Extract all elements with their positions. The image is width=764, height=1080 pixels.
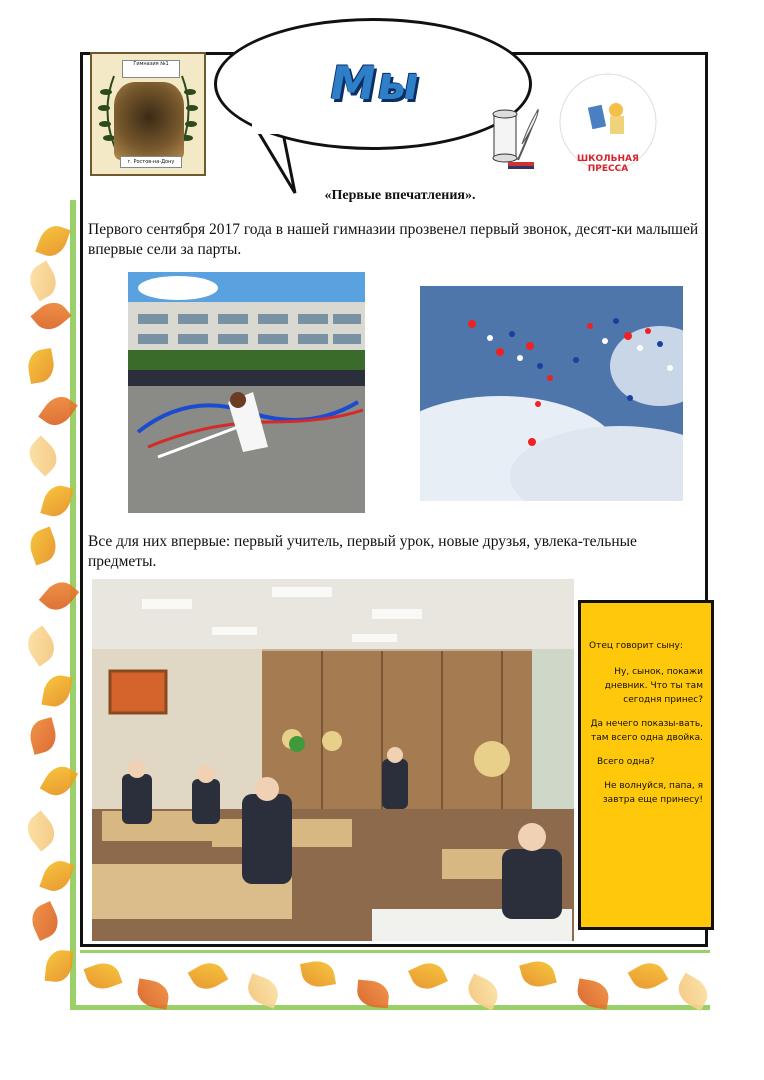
leaf-icon — [35, 222, 70, 261]
leaf-icon — [25, 527, 60, 566]
joke-line-3: Всего одна? — [597, 757, 655, 767]
balloons-photo — [420, 286, 683, 501]
leaf-icon — [519, 957, 557, 990]
joke-line-2: Да нечего показы-вать, там всего одна двойка. — [590, 719, 703, 743]
joke-sticky-note — [578, 600, 714, 930]
leaf-icon — [188, 957, 229, 996]
article-title: «Первые впечатления». — [324, 188, 476, 203]
leaf-icon — [408, 957, 448, 994]
leaf-icon — [41, 673, 72, 709]
scroll-quill-icon — [488, 108, 540, 170]
bubble-tail-cover — [240, 118, 300, 138]
joke-intro: Отец говорит сыну: — [589, 641, 683, 651]
joke-line-1: Ну, сынок, покажи дневник. Что ты там сегодня принес? — [604, 667, 703, 705]
crest-top-label: Гимназия №1 — [122, 60, 180, 78]
masthead-title: Мы — [325, 56, 427, 110]
leaf-icon — [244, 973, 283, 1008]
classroom-photo — [92, 579, 574, 941]
leaf-icon — [26, 901, 63, 941]
leaf-icon — [300, 958, 336, 989]
classroom-photo-image — [92, 579, 574, 941]
schoolyard-photo — [128, 272, 365, 513]
article-paragraph-2: Все для них впервые: первый учитель, первый урок, новые друзья, увлека-тельные предметы. — [88, 533, 637, 570]
leaf-icon — [21, 810, 61, 851]
leaf-icon — [40, 482, 73, 520]
bottom-border-vine-2 — [80, 950, 710, 953]
leaf-icon — [628, 957, 669, 996]
crest-emblem — [114, 82, 184, 160]
leaf-icon — [24, 261, 63, 302]
leaf-icon — [30, 296, 71, 336]
badge-text: ШКОЛЬНАЯ ПРЕССА — [577, 154, 639, 174]
leaf-icon — [25, 348, 56, 384]
school-crest — [90, 52, 206, 176]
leaf-icon — [21, 625, 61, 666]
school-press-badge — [558, 72, 658, 172]
leaf-icon — [22, 435, 63, 476]
balloons-photo-image — [420, 286, 683, 501]
article-paragraph-1: Первого сентября 2017 года в нашей гимназии прозвенел первый звонок, десят-ки малышей впервые сели за парты. — [88, 221, 699, 258]
leaf-icon — [84, 958, 123, 993]
joke-line-4: Не волнуйся, папа, я завтра еще принесу! — [602, 781, 703, 805]
left-border-vine — [70, 200, 76, 1010]
crest-bottom-label: г. Ростов-на-Дону — [120, 156, 182, 168]
schoolyard-photo-image — [128, 272, 365, 513]
leaf-icon — [26, 717, 59, 755]
